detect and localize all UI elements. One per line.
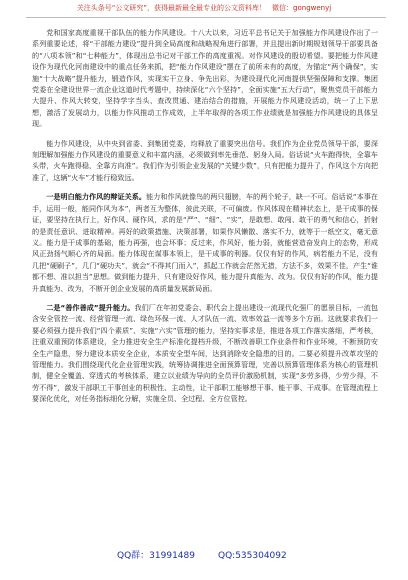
paragraph-3 xyxy=(32,191,378,294)
header-banner xyxy=(0,0,408,16)
footer-qq-contact: QQ:535304092 xyxy=(218,551,287,561)
footer-qq-group: QQ群：31991489 xyxy=(117,551,195,561)
header-promo-text: 关注头条号“公文研究”，获得最新最全最专业的公文资料库！ xyxy=(76,4,267,12)
header-divider xyxy=(26,17,386,18)
paragraph-2: 能力作风建设，从中央到省委、到集团党委，均释放了重要突出信号。我们作为企业党员领导干部，要深刻理解加强能力作风建设的重要意义和丰富内涵，必须做到率先垂范、躬身入局。俗话说“火车跑得快，全靠车头带，火车跑得稳，全靠方向准”。我们作为引领企业发展的“关键少数”，只有把能力提升了，作风这个方向把准了，这辆“火车”才能行稳致远。 xyxy=(32,138,378,182)
footer-bar xyxy=(0,546,408,566)
paragraph-3-text: 能力和作风就像鸟的两只翅膀，车的两个轮子，缺一不可。俗话说“本事在手，运用一般，能同作风为本”，两者互为整体，彼此关联，不可偏废。作风体现在精神状态上，是干成事的保证，要坚持在执行上，好作风、硬作风，求的是“严”、“细”、“实”，是敢想、敢闯、敢干的勇气和信心，折射的是责任意识、进取精神。再好的政策措施、决策部署，如果作风懒散、落实不力，就等于一纸空文，毫无意义。能力是干成事的基础，能力再强，也会坏事；反过来，作风好，能力弱，就能营造奋发向上的态势，形成风正劲扬气顺心齐的局面。能力体现在谋事本领上，是干成事的利器。仅仅有好的作风，病若能力不足，没有几把“硬刷子”，几门“硬功夫”，就会“不得其门而入”，抓起工作就会茫然无措，方法不多，效果不佳，产生“谁都不想、准以担当”思想。做到能力提升，只有建设好作风，能力提升真能为、改为。仅仅有好的作风，能力提升真能为、改为，不断开创企业发展的高质量发展新局面。 xyxy=(32,192,378,293)
section-heading-1: 一是明白能力作风的辩证关系。 xyxy=(46,192,147,202)
document-body xyxy=(32,27,378,413)
paragraph-1: 党和国家高度重视干部队伍的能力作风建设。十八大以来，习近平总书记关于加强能力作风建设作出了一系列重要论述，将“干部能力建设”提升到全局高度和战略视角进行部署，并且提出新时期规划领导干部要具备的“八项本领”和“七种能力”，体现出总书记对干部工作的高度重视。对作风建设的殷切希望。要把能力作风建设作为现代化河南建设中的重点任务来抓，把“能力作风建设”摆在了前所未有的高度，为锚定“两个确保”，实施“十大战略”提升能力，锻造作风，实现实干立身、争先出彩，为建设现代化河南提供坚强保障和支撑。集团党委在全建设世界一流企业这道时代考题中，持续深化“六个坚持”，全面实施“五大行动”，聚焦党员干部能力大提升、作风大转变，坚持学字当头、查改贯通、建治结合的措施，开展能力作风建设活动，统一了上下思想，激活了发展动力，以能力作风推动工作成效，上半年取得的各项工作业绩就是加强能力作风建设的具体呈现。 xyxy=(32,28,378,129)
header-wechat-text: 微信：gongwenyj xyxy=(272,4,332,12)
paragraph-4-text: 我们厂在年初党委会、职代会上提出建设一流现代化强厂的愿景目标，一流包含安全管控一流、经营管理一流、绿色环保一流、人才队伍一流、效率效益一流等多个方面。这就要求我们一要必须强力提升我们“四个素质”、实施“六实”管理的能力，坚持实事求是，推进各项工作落实落细，严考核，注重双重预防体系建设，全力推进安全生产标准化提档升级，不断改善职工作业条件和作业环境，不断预防安全生产隐患，努力建设本质安全企业，本质安全型车间，达到消除安全隐患的目的。二要必须提升改革攻坚的管理能力。我们围绕现代化企业管理实践，统筹协调推进全面预算管理，完善以预算管理体系为核心的管理机制，健全全覆盖、穿透式的考核体系，建立以业绩为导向的全员评价激励机制，实现“多劳多得，少劳少得，不劳不得”，激发干部职工干事创业的积极性、主动性，让干部职工能够想干事、能干事、干成事。在管理流程上要深化优化，对任务指标细化分解，实施全员、全过程、全方位管控。 xyxy=(32,302,378,404)
section-heading-2: 二是“善作善成”提升能力。 xyxy=(46,302,135,312)
paragraph-4 xyxy=(32,302,378,405)
